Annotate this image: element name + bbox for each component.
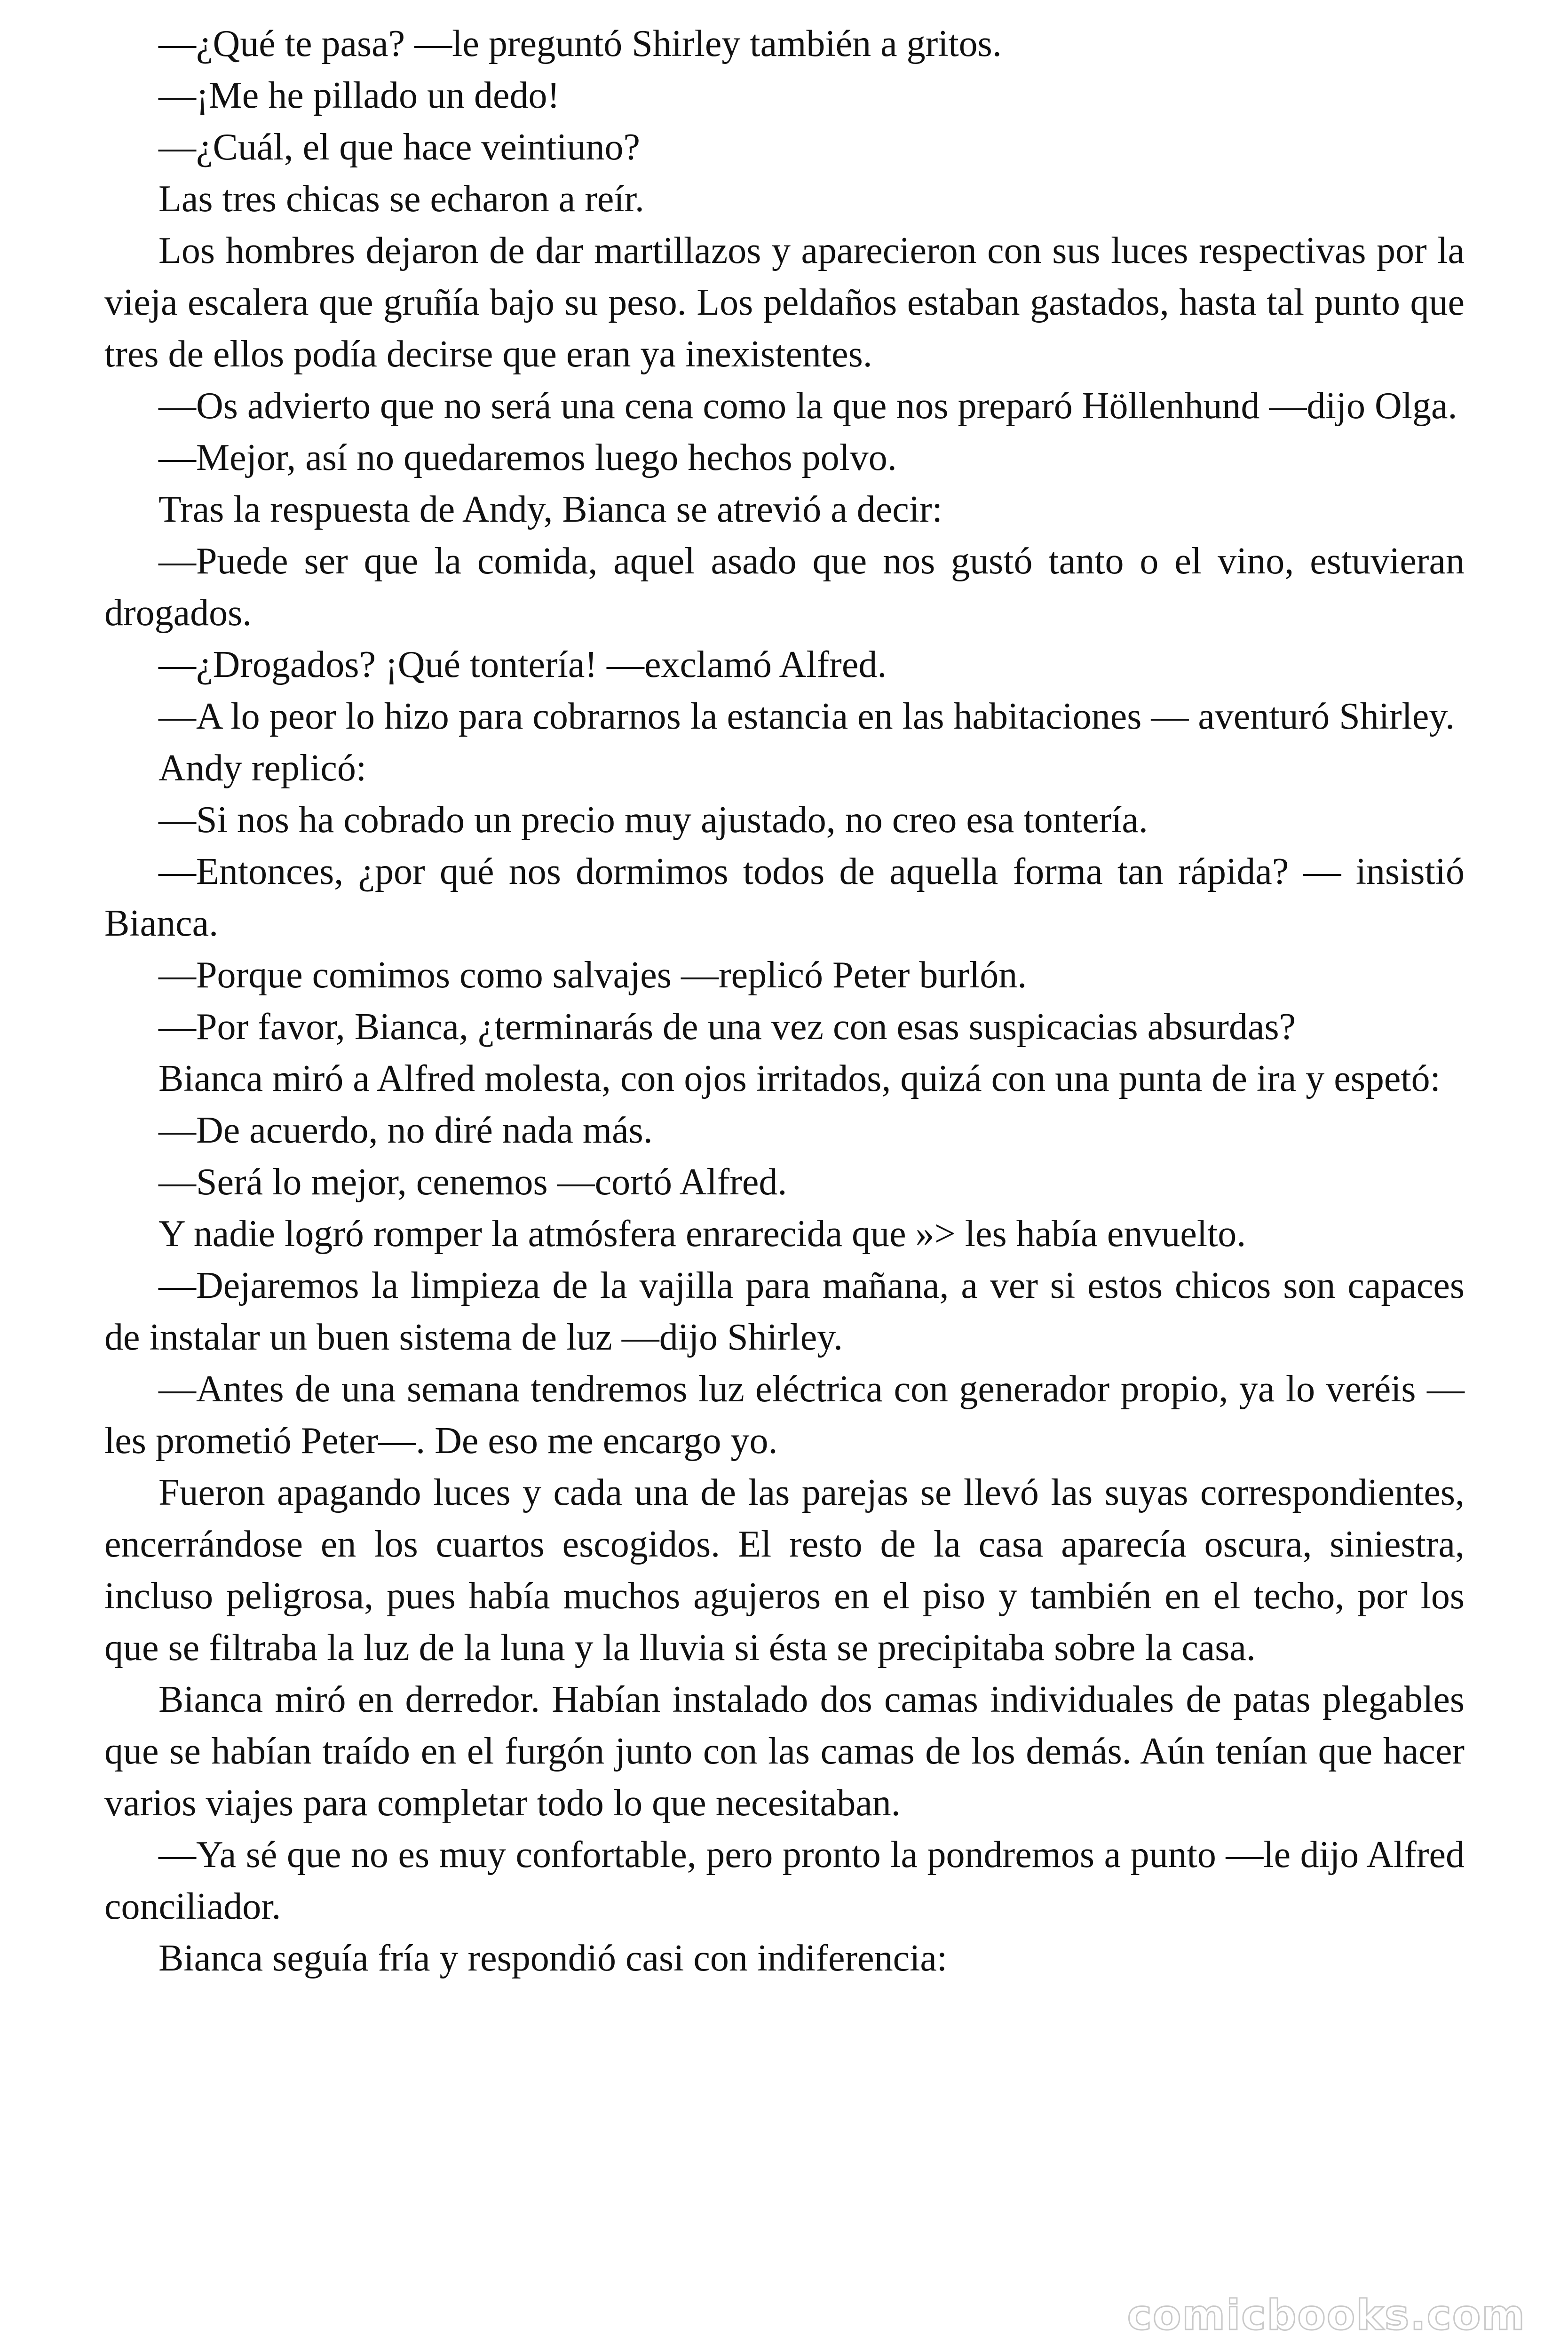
paragraph: —Porque comimos como salvajes —replicó Peter burlón.: [158, 954, 1027, 996]
paragraph: Fueron apagando luces y cada una de las parejas se llevó las suyas correspondientes, encerrándose en los cuartos escogidos. El resto de la casa aparecía oscura, siniestra, incluso peligrosa, pues había muchos agujeros en el piso y también en el techo, por los que se filtraba la luz de la luna y la lluvia si ésta se precipitaba sobre la casa.: [104, 1472, 1465, 1669]
paragraph: —Si nos ha cobrado un precio muy ajustado, no creo esa tontería.: [158, 799, 1148, 841]
paragraph: —¿Qué te pasa? —le preguntó Shirley también a gritos.: [158, 23, 1002, 64]
paragraph: Andy replicó:: [158, 747, 367, 789]
paragraph: —¡Me he pillado un dedo!: [158, 75, 560, 116]
paragraph: —Ya sé que no es muy confortable, pero pronto la pondremos a punto —le dijo Alfred conciliador.: [104, 1834, 1465, 1927]
paragraph: —Puede ser que la comida, aquel asado que nos gustó tanto o el vino, estuvieran drogados.: [104, 540, 1465, 634]
paragraph: —Entonces, ¿por qué nos dormimos todos de aquella forma tan rápida? — insistió Bianca.: [104, 851, 1465, 944]
paragraph: —Dejaremos la limpieza de la vajilla para mañana, a ver si estos chicos son capaces de instalar un buen sistema de luz —dijo Shirley.: [104, 1265, 1465, 1358]
paragraph: Y nadie logró romper la atmósfera enrarecida que »> les había envuelto.: [158, 1213, 1246, 1255]
paragraph: —¿Cuál, el que hace veintiuno?: [158, 127, 641, 168]
paragraph: —A lo peor lo hizo para cobrarnos la estancia en las habitaciones — aventuró Shirley.: [158, 696, 1455, 737]
paragraph: —Antes de una semana tendremos luz eléctrica con generador propio, ya lo veréis —les prometió Peter—. De eso me encargo yo.: [104, 1368, 1465, 1462]
paragraph: —Será lo mejor, cenemos —cortó Alfred.: [158, 1161, 787, 1203]
paragraph: Los hombres dejaron de dar martillazos y aparecieron con sus luces respectivas por la vieja escalera que gruñía bajo su peso. Los peldaños estaban gastados, hasta tal punto que tres de ellos podía decirse que eran ya inexistentes.: [104, 230, 1465, 375]
paragraph: —De acuerdo, no diré nada más.: [158, 1110, 653, 1151]
paragraph: —Por favor, Bianca, ¿terminarás de una vez con esas suspicacias absurdas?: [158, 1006, 1296, 1048]
paragraph: —Os advierto que no será una cena como la que nos preparó Höllenhund —dijo Olga.: [158, 385, 1457, 427]
paragraph: Bianca miró en derredor. Habían instalado dos camas individuales de patas plegables que se habían traído en el furgón junto con las camas de los demás. Aún tenían que hacer varios viajes para completar todo lo que necesitaban.: [104, 1679, 1465, 1824]
page-text: [104, 18, 1465, 1984]
paragraph: Bianca miró a Alfred molesta, con ojos irritados, quizá con una punta de ira y espetó:: [158, 1058, 1441, 1099]
paragraph: Las tres chicas se echaron a reír.: [158, 178, 644, 220]
paragraph: Tras la respuesta de Andy, Bianca se atrevió a decir:: [158, 489, 942, 530]
paragraph: Bianca seguía fría y respondió casi con indiferencia:: [158, 1938, 948, 1979]
watermark: comicbooks.com: [1127, 2291, 1526, 2339]
paragraph: —Mejor, así no quedaremos luego hechos polvo.: [158, 437, 897, 478]
paragraph: —¿Drogados? ¡Qué tontería! —exclamó Alfred.: [158, 644, 887, 685]
